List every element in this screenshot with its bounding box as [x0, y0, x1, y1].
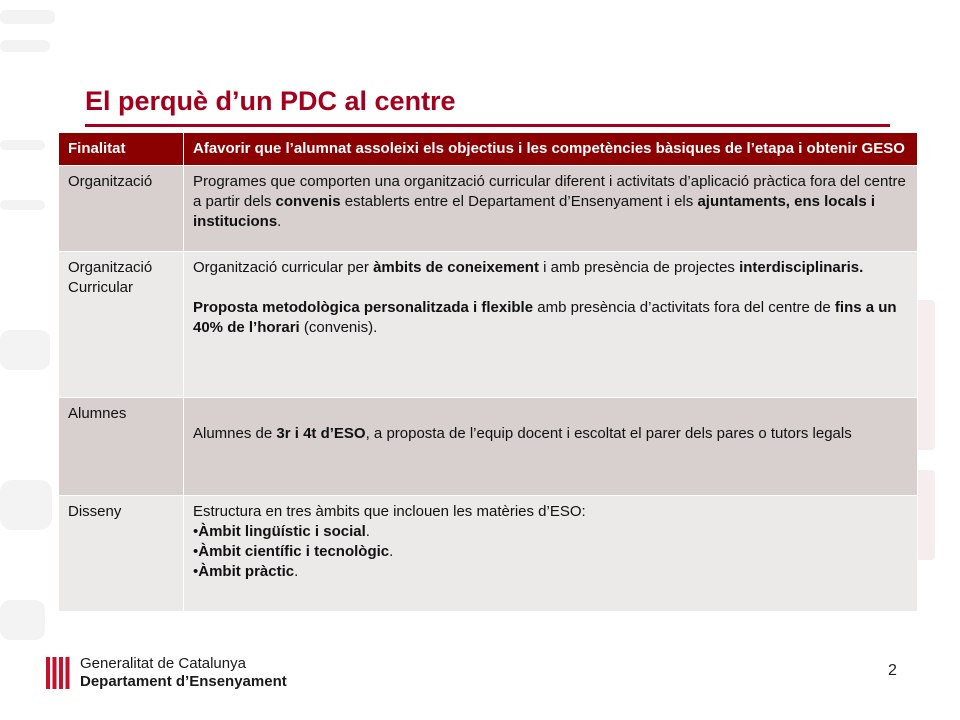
paragraph-gap [193, 278, 909, 298]
table-row-alumnes [59, 398, 918, 496]
row-text-curricular [184, 252, 918, 398]
list-item: •Àmbit lingüístic i social. [193, 523, 370, 540]
row-label-organitzacio: Organització [59, 166, 184, 252]
row-text-alumnes: Alumnes de 3r i 4t d’ESO, a proposta de l’equip docent i escoltat el parer dels pares o tutors legals [184, 398, 918, 496]
table-row-disseny [59, 496, 918, 612]
row-label-disseny: Disseny [59, 496, 184, 612]
title-underline [85, 124, 890, 127]
row-text-disseny [184, 496, 918, 612]
slide-title: El perquè d’un PDC al centre [85, 86, 456, 116]
disseny-intro: Estructura en tres àmbits que inclouen les matèries d’ESO: [193, 503, 586, 520]
table-row-finalitat [59, 133, 918, 166]
list-item: •Àmbit científic i tecnològic. [193, 543, 394, 560]
ambits-list [193, 522, 909, 582]
pdc-summary-table [58, 132, 918, 612]
generalitat-logo-icon [43, 655, 71, 691]
curricular-paragraph-2: Proposta metodològica personalitzada i flexible amb presència d’activitats fora del centre de fins a un 40% de l’horari (convenis). [193, 299, 897, 336]
curricular-paragraph-1: Organització curricular per àmbits de coneixement i amb presència de projectes interdisciplinaris. [193, 259, 864, 276]
institution-name [80, 655, 287, 691]
row-label-curricular: Organització Curricular [59, 252, 184, 398]
table-row-organitzacio [59, 166, 918, 252]
table-row-curricular [59, 252, 918, 398]
page-number: 2 [888, 662, 897, 679]
row-label-finalitat: Finalitat [59, 133, 184, 166]
row-label-alumnes: Alumnes [59, 398, 184, 496]
institution-line-2: Departament d’Ensenyament [80, 673, 287, 690]
list-item: •Àmbit pràctic. [193, 563, 299, 580]
row-text-organitzacio: Programes que comporten una organització curricular diferent i activitats d’aplicació pràctica fora del centre a partir dels convenis establerts entre el Departament d’Ensenyament i els ajuntaments, ens locals i institucions. [184, 166, 918, 252]
row-text-finalitat: Afavorir que l’alumnat assoleixi els objectius i les competències bàsiques de l’etapa i obtenir GESO [184, 133, 918, 166]
institution-line-1: Generalitat de Catalunya [80, 655, 246, 672]
